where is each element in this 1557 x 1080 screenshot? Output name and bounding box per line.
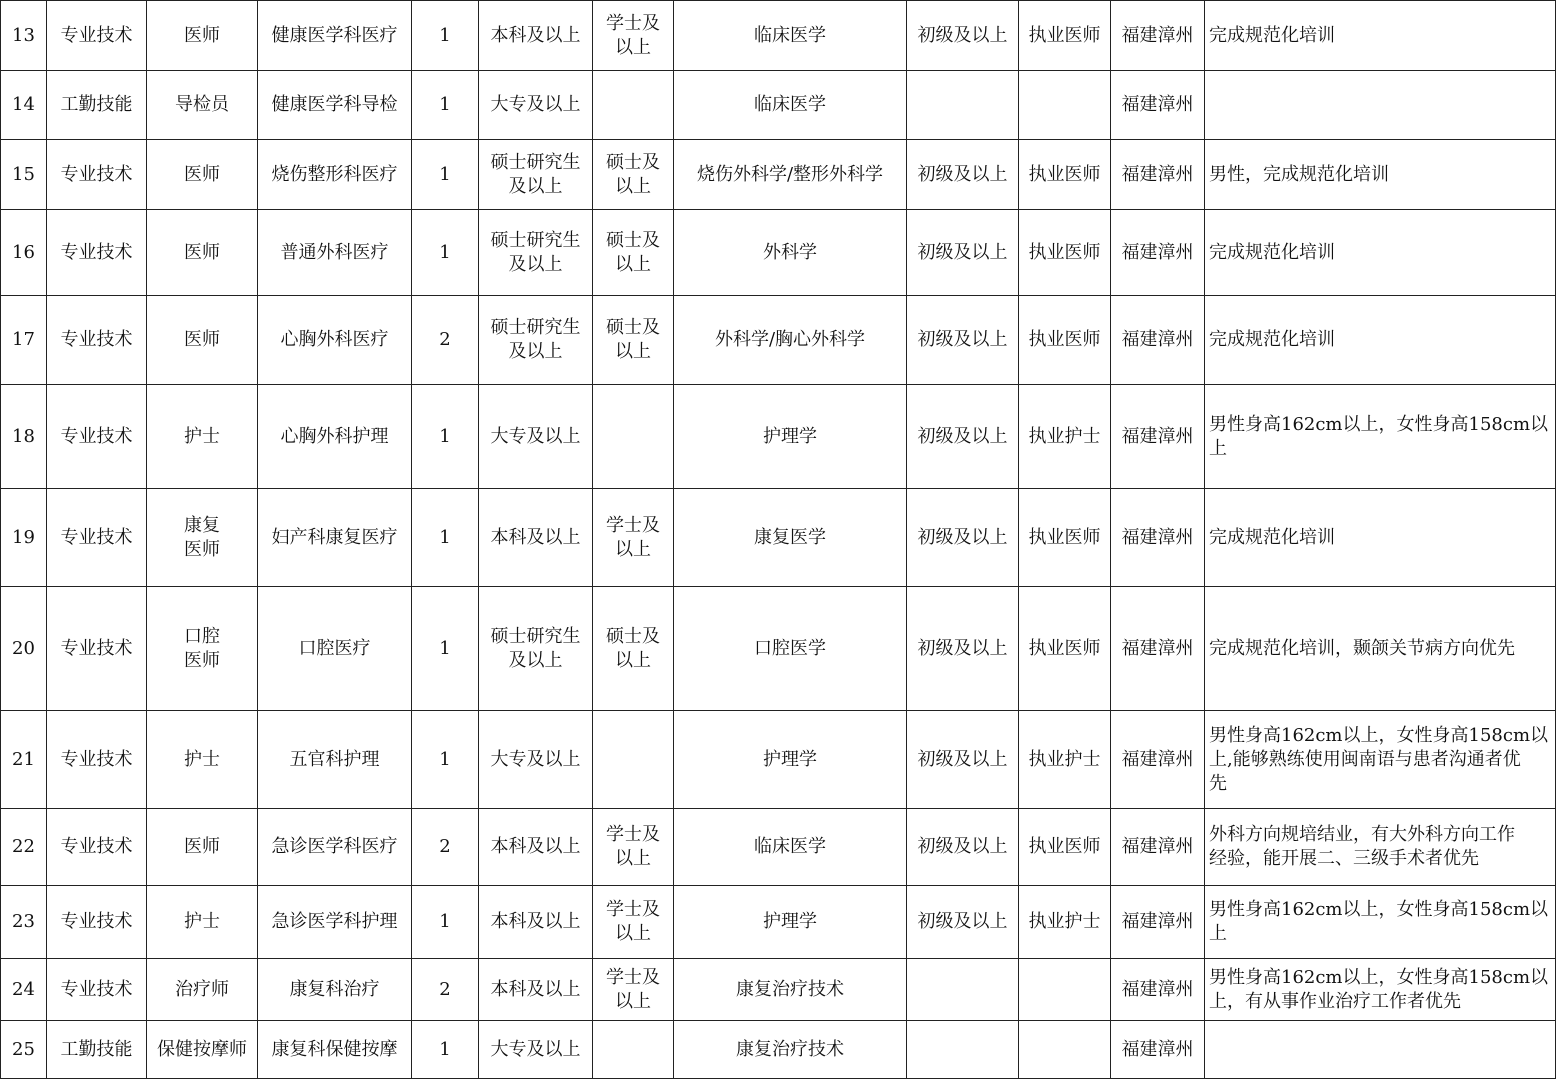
row-number: 18 <box>1 385 47 489</box>
notes-cell: 男性身高162cm以上，女性身高158cm以 上，有从事作业治疗工作者优先 <box>1205 959 1556 1021</box>
headcount-cell: 1 <box>412 210 479 296</box>
headcount-cell: 1 <box>412 587 479 711</box>
headcount-cell: 2 <box>412 296 479 385</box>
department-cell: 急诊医学科医疗 <box>258 809 412 886</box>
professional-title-cell <box>907 71 1019 140</box>
category-cell: 专业技术 <box>47 959 147 1021</box>
table-row <box>1 711 1556 809</box>
post-cell: 医师 <box>147 296 258 385</box>
location-cell: 福建漳州 <box>1111 959 1205 1021</box>
major-cell: 护理学 <box>674 711 907 809</box>
location-cell: 福建漳州 <box>1111 1 1205 71</box>
education-cell: 本科及以上 <box>479 489 593 587</box>
degree-cell: 学士及 以上 <box>593 886 674 959</box>
table-row <box>1 385 1556 489</box>
major-cell: 康复治疗技术 <box>674 959 907 1021</box>
notes-cell: 男性身高162cm以上，女性身高158cm以 上 <box>1205 886 1556 959</box>
category-cell: 工勤技能 <box>47 1021 147 1079</box>
license-cell: 执业医师 <box>1019 489 1111 587</box>
department-cell: 健康医学科医疗 <box>258 1 412 71</box>
row-number: 17 <box>1 296 47 385</box>
post-cell: 护士 <box>147 711 258 809</box>
headcount-cell: 1 <box>412 71 479 140</box>
license-cell <box>1019 959 1111 1021</box>
department-cell: 五官科护理 <box>258 711 412 809</box>
notes-cell: 男性，完成规范化培训 <box>1205 140 1556 210</box>
education-cell: 本科及以上 <box>479 886 593 959</box>
table-row <box>1 809 1556 886</box>
department-cell: 心胸外科护理 <box>258 385 412 489</box>
table-row <box>1 140 1556 210</box>
post-cell: 医师 <box>147 1 258 71</box>
category-cell: 工勤技能 <box>47 71 147 140</box>
location-cell: 福建漳州 <box>1111 1021 1205 1079</box>
row-number: 21 <box>1 711 47 809</box>
major-cell: 临床医学 <box>674 1 907 71</box>
post-cell: 口腔 医师 <box>147 587 258 711</box>
row-number: 22 <box>1 809 47 886</box>
license-cell: 执业医师 <box>1019 296 1111 385</box>
education-cell: 本科及以上 <box>479 809 593 886</box>
major-cell: 护理学 <box>674 886 907 959</box>
row-number: 25 <box>1 1021 47 1079</box>
degree-cell <box>593 71 674 140</box>
professional-title-cell: 初级及以上 <box>907 809 1019 886</box>
license-cell: 执业护士 <box>1019 711 1111 809</box>
department-cell: 妇产科康复医疗 <box>258 489 412 587</box>
row-number: 13 <box>1 1 47 71</box>
notes-cell: 完成规范化培训，颞颌关节病方向优先 <box>1205 587 1556 711</box>
category-cell: 专业技术 <box>47 809 147 886</box>
license-cell: 执业医师 <box>1019 587 1111 711</box>
department-cell: 康复科治疗 <box>258 959 412 1021</box>
major-cell: 烧伤外科学/整形外科学 <box>674 140 907 210</box>
professional-title-cell: 初级及以上 <box>907 886 1019 959</box>
degree-cell: 学士及 以上 <box>593 1 674 71</box>
major-cell: 口腔医学 <box>674 587 907 711</box>
headcount-cell: 2 <box>412 809 479 886</box>
category-cell: 专业技术 <box>47 1 147 71</box>
license-cell: 执业医师 <box>1019 210 1111 296</box>
post-cell: 护士 <box>147 385 258 489</box>
post-cell: 康复 医师 <box>147 489 258 587</box>
table-row <box>1 1021 1556 1079</box>
degree-cell <box>593 385 674 489</box>
row-number: 14 <box>1 71 47 140</box>
category-cell: 专业技术 <box>47 210 147 296</box>
degree-cell: 硕士及 以上 <box>593 210 674 296</box>
degree-cell: 学士及 以上 <box>593 809 674 886</box>
location-cell: 福建漳州 <box>1111 296 1205 385</box>
professional-title-cell <box>907 1021 1019 1079</box>
education-cell: 大专及以上 <box>479 1021 593 1079</box>
major-cell: 临床医学 <box>674 71 907 140</box>
department-cell: 口腔医疗 <box>258 587 412 711</box>
major-cell: 临床医学 <box>674 809 907 886</box>
license-cell <box>1019 1021 1111 1079</box>
education-cell: 大专及以上 <box>479 711 593 809</box>
major-cell: 护理学 <box>674 385 907 489</box>
headcount-cell: 2 <box>412 959 479 1021</box>
row-number: 15 <box>1 140 47 210</box>
row-number: 23 <box>1 886 47 959</box>
row-number: 19 <box>1 489 47 587</box>
department-cell: 烧伤整形科医疗 <box>258 140 412 210</box>
degree-cell <box>593 711 674 809</box>
table-row <box>1 886 1556 959</box>
headcount-cell: 1 <box>412 385 479 489</box>
professional-title-cell: 初级及以上 <box>907 711 1019 809</box>
professional-title-cell: 初级及以上 <box>907 587 1019 711</box>
headcount-cell: 1 <box>412 1 479 71</box>
table-row <box>1 959 1556 1021</box>
category-cell: 专业技术 <box>47 886 147 959</box>
degree-cell: 学士及 以上 <box>593 959 674 1021</box>
education-cell: 大专及以上 <box>479 385 593 489</box>
category-cell: 专业技术 <box>47 711 147 809</box>
location-cell: 福建漳州 <box>1111 140 1205 210</box>
license-cell: 执业医师 <box>1019 809 1111 886</box>
headcount-cell: 1 <box>412 1021 479 1079</box>
location-cell: 福建漳州 <box>1111 809 1205 886</box>
headcount-cell: 1 <box>412 489 479 587</box>
major-cell: 康复医学 <box>674 489 907 587</box>
post-cell: 医师 <box>147 140 258 210</box>
major-cell: 外科学 <box>674 210 907 296</box>
table-row <box>1 71 1556 140</box>
location-cell: 福建漳州 <box>1111 71 1205 140</box>
degree-cell: 硕士及 以上 <box>593 296 674 385</box>
post-cell: 医师 <box>147 809 258 886</box>
professional-title-cell: 初级及以上 <box>907 489 1019 587</box>
professional-title-cell: 初级及以上 <box>907 296 1019 385</box>
location-cell: 福建漳州 <box>1111 385 1205 489</box>
category-cell: 专业技术 <box>47 385 147 489</box>
table-row <box>1 587 1556 711</box>
professional-title-cell: 初级及以上 <box>907 385 1019 489</box>
license-cell: 执业护士 <box>1019 886 1111 959</box>
row-number: 16 <box>1 210 47 296</box>
row-number: 24 <box>1 959 47 1021</box>
education-cell: 大专及以上 <box>479 71 593 140</box>
location-cell: 福建漳州 <box>1111 489 1205 587</box>
degree-cell: 学士及 以上 <box>593 489 674 587</box>
professional-title-cell: 初级及以上 <box>907 1 1019 71</box>
department-cell: 普通外科医疗 <box>258 210 412 296</box>
row-number: 20 <box>1 587 47 711</box>
location-cell: 福建漳州 <box>1111 886 1205 959</box>
table-body <box>1 1 1556 1079</box>
professional-title-cell: 初级及以上 <box>907 140 1019 210</box>
notes-cell: 完成规范化培训 <box>1205 210 1556 296</box>
professional-title-cell: 初级及以上 <box>907 210 1019 296</box>
headcount-cell: 1 <box>412 711 479 809</box>
category-cell: 专业技术 <box>47 296 147 385</box>
notes-cell <box>1205 71 1556 140</box>
post-cell: 护士 <box>147 886 258 959</box>
education-cell: 硕士研究生 及以上 <box>479 140 593 210</box>
post-cell: 医师 <box>147 210 258 296</box>
post-cell: 导检员 <box>147 71 258 140</box>
table-row <box>1 1 1556 71</box>
education-cell: 本科及以上 <box>479 959 593 1021</box>
post-cell: 保健按摩师 <box>147 1021 258 1079</box>
notes-cell: 完成规范化培训 <box>1205 296 1556 385</box>
notes-cell: 外科方向规培结业，有大外科方向工作 经验，能开展二、三级手术者优先 <box>1205 809 1556 886</box>
category-cell: 专业技术 <box>47 140 147 210</box>
education-cell: 本科及以上 <box>479 1 593 71</box>
license-cell: 执业护士 <box>1019 385 1111 489</box>
location-cell: 福建漳州 <box>1111 210 1205 296</box>
license-cell: 执业医师 <box>1019 1 1111 71</box>
license-cell <box>1019 71 1111 140</box>
degree-cell <box>593 1021 674 1079</box>
department-cell: 健康医学科导检 <box>258 71 412 140</box>
headcount-cell: 1 <box>412 140 479 210</box>
education-cell: 硕士研究生 及以上 <box>479 587 593 711</box>
department-cell: 急诊医学科护理 <box>258 886 412 959</box>
license-cell: 执业医师 <box>1019 140 1111 210</box>
professional-title-cell <box>907 959 1019 1021</box>
location-cell: 福建漳州 <box>1111 711 1205 809</box>
table-row <box>1 489 1556 587</box>
notes-cell: 男性身高162cm以上，女性身高158cm以 上 <box>1205 385 1556 489</box>
table-row <box>1 296 1556 385</box>
notes-cell: 完成规范化培训 <box>1205 1 1556 71</box>
table-row <box>1 210 1556 296</box>
location-cell: 福建漳州 <box>1111 587 1205 711</box>
category-cell: 专业技术 <box>47 587 147 711</box>
education-cell: 硕士研究生 及以上 <box>479 210 593 296</box>
major-cell: 康复治疗技术 <box>674 1021 907 1079</box>
post-cell: 治疗师 <box>147 959 258 1021</box>
notes-cell <box>1205 1021 1556 1079</box>
degree-cell: 硕士及 以上 <box>593 587 674 711</box>
department-cell: 康复科保健按摩 <box>258 1021 412 1079</box>
notes-cell: 男性身高162cm以上，女性身高158cm以 上,能够熟练使用闽南语与患者沟通者优 先 <box>1205 711 1556 809</box>
degree-cell: 硕士及 以上 <box>593 140 674 210</box>
headcount-cell: 1 <box>412 886 479 959</box>
notes-cell: 完成规范化培训 <box>1205 489 1556 587</box>
category-cell: 专业技术 <box>47 489 147 587</box>
major-cell: 外科学/胸心外科学 <box>674 296 907 385</box>
department-cell: 心胸外科医疗 <box>258 296 412 385</box>
education-cell: 硕士研究生 及以上 <box>479 296 593 385</box>
